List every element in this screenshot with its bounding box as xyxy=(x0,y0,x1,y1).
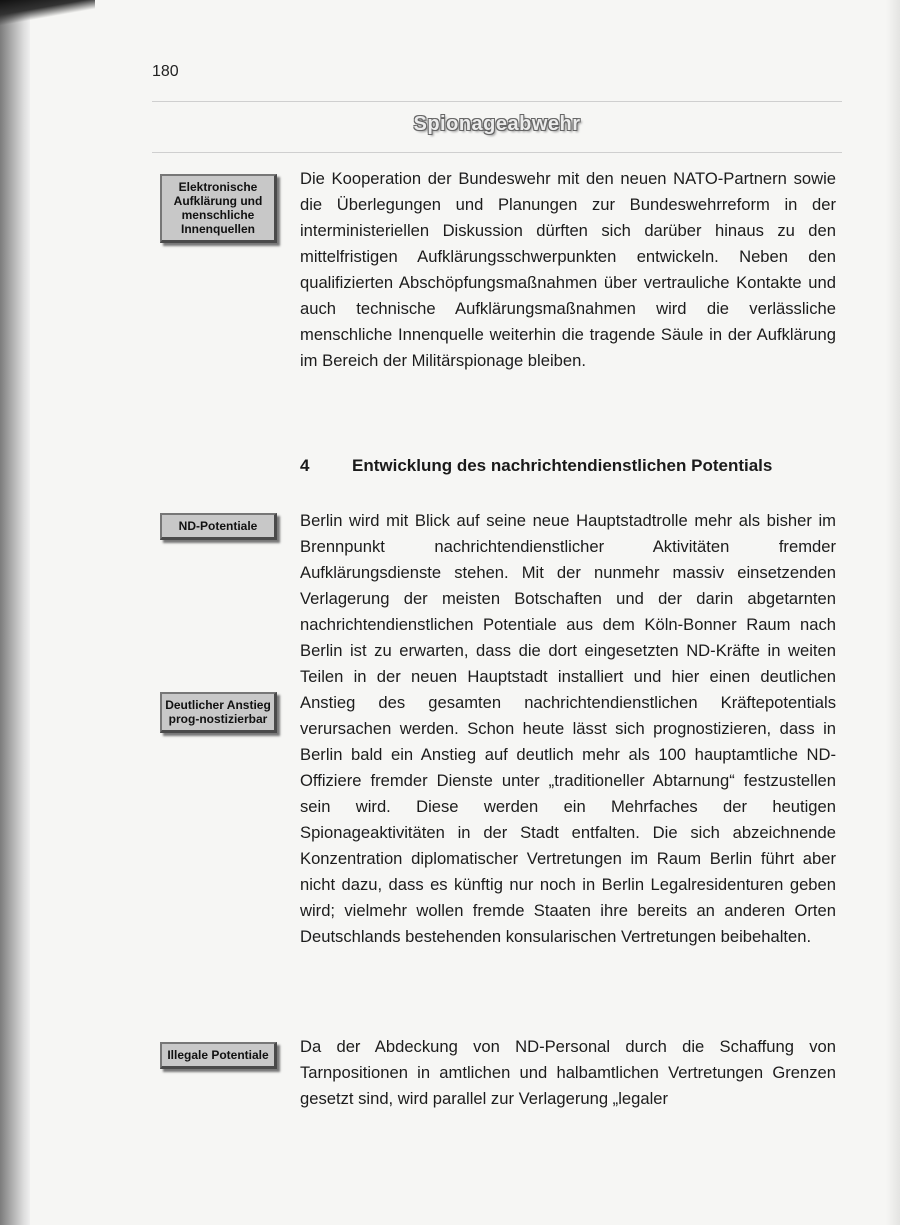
margin-note-illegale-potentiale: Illegale Potentiale xyxy=(160,1042,277,1069)
paragraph-kooperation: Die Kooperation der Bundeswehr mit den neuen NATO-Partnern sowie die Überlegungen und Planungen zur Bundeswehrreform in der interministeriellen Diskussion dürften sich darüber hinaus zu den mittelfristigen Aufklärungsschwerpunkten entwickeln. Neben den qualifizierten Abschöpfungsmaßnahmen über vertrauliche Kontakte und auch technische Aufklärungsmaßnahmen wird die verlässliche menschliche Innenquelle weiterhin die tragende Säule in der Aufklärung im Bereich der Militärspionage bleiben. xyxy=(300,169,836,370)
section-number: 4 xyxy=(300,456,310,475)
section-heading xyxy=(300,456,840,476)
margin-note-nd-potentiale: ND-Potentiale xyxy=(160,513,277,540)
margin-note-anstieg: Deutlicher Anstieg prog-nostizierbar xyxy=(160,692,277,733)
scan-corner-shadow xyxy=(0,0,95,26)
page-right-edge xyxy=(886,0,900,1225)
paragraph-abdeckung: Da der Abdeckung von ND-Personal durch die Schaffung von Tarnpositionen in amtlichen und halbamtlichen Vertretungen Grenzen gesetzt sind, wird parallel zur Verlagerung „legaler xyxy=(300,1037,836,1108)
book-binding-shadow xyxy=(0,0,30,1225)
margin-note-innenquellen: Elektronische Aufklärung und menschliche Innenquellen xyxy=(160,174,277,243)
header-rule-bottom xyxy=(152,152,842,153)
section-title: Entwicklung des nachrichtendienstlichen Potentials xyxy=(352,456,773,475)
page-number: 180 xyxy=(152,63,179,80)
running-title: Spionageabwehr xyxy=(413,113,581,135)
paragraph-berlin: Berlin wird mit Blick auf seine neue Hauptstadtrolle mehr als bisher im Brennpunkt nachrichtendienstlicher Aktivitäten fremder Aufklärungsdienste stehen. Mit der nunmehr massiv einsetzenden Verlagerung der meisten Botschaften und der darin abgetarnten nachrichtendienstlichen Potentiale aus dem Köln-Bonner Raum nach Berlin ist zu erwarten, dass die dort eingesetzten ND-Kräfte in weiten Teilen in der neuen Hauptstadt installiert und hier einen deutlichen Anstieg des gesamten nachrichtendienstlichen Kräftepotentials verursachen werden. Schon heute lässt sich prognostizieren, dass in Berlin bald ein Anstieg auf deutlich mehr als 100 hauptamtliche ND-Offiziere fremder Dienste unter „traditioneller Abtarnung“ festzustellen sein wird. Diese werden ein Mehrfaches der heutigen Spionageaktivitäten in der Stadt entfalten. Die sich abzeichnende Konzentration diplomatischer Vertretungen im Raum Berlin führt aber nicht dazu, dass es künftig nur noch in Berlin Legalresidenturen geben wird; vielmehr wollen fremde Staaten ihre bereits an anderen Orten Deutschlands bestehenden konsularischen Vertretungen beibehalten. xyxy=(300,511,836,946)
header-rule-top xyxy=(152,101,842,102)
